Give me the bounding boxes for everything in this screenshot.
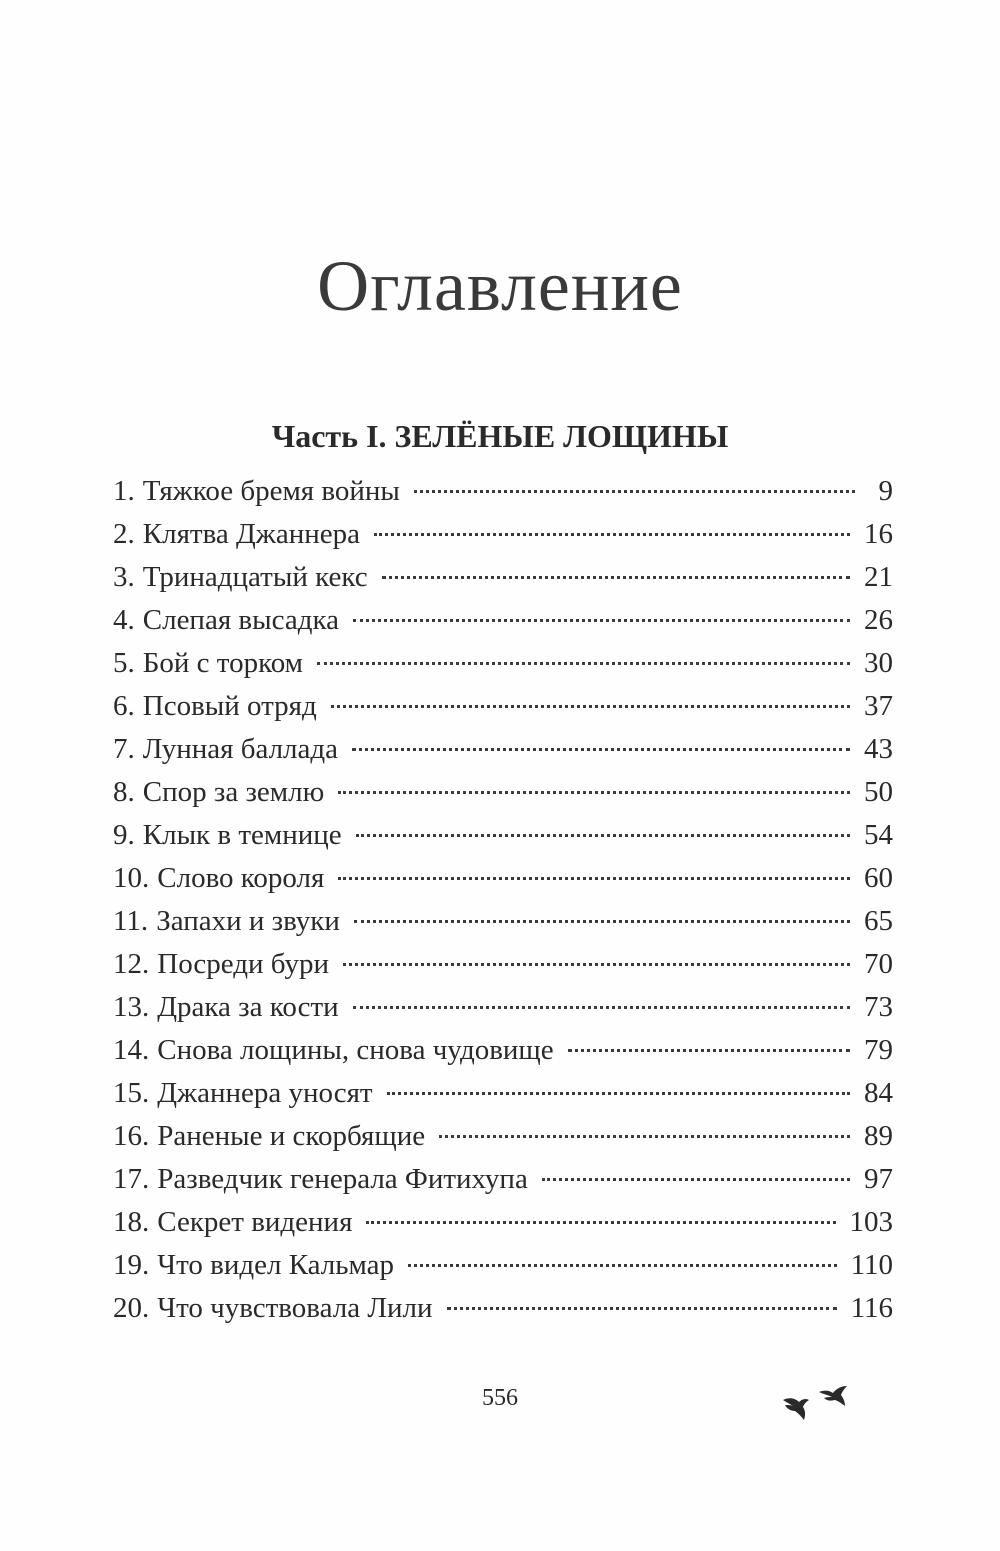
toc-entry-number: 2. [113, 518, 135, 550]
toc-entry-page: 97 [864, 1163, 893, 1195]
toc-entry [113, 642, 893, 685]
toc-entry-page: 50 [864, 776, 893, 808]
toc-entry [113, 599, 893, 642]
toc-entry-number: 3. [113, 561, 135, 593]
toc-entry [113, 1158, 893, 1201]
toc-entry-page: 84 [864, 1077, 893, 1109]
dot-leader [353, 619, 850, 622]
dot-leader [414, 490, 855, 493]
toc-entry [113, 556, 893, 599]
toc-entry [113, 986, 893, 1029]
dot-leader [353, 1006, 850, 1009]
toc-entry-page: 9 [878, 475, 893, 507]
table-of-contents [113, 470, 893, 1330]
toc-entry [113, 1072, 893, 1115]
dot-leader [354, 920, 850, 923]
toc-entry-title: Джаннера уносят [157, 1077, 373, 1109]
page-number: 556 [482, 1385, 518, 1411]
toc-entry-title: Что чувствовала Лили [157, 1292, 433, 1324]
toc-entry-page: 43 [864, 733, 893, 765]
toc-entry-number: 7. [113, 733, 135, 765]
toc-entry-number: 18. [113, 1206, 150, 1238]
toc-entry-number: 10. [113, 862, 150, 894]
dot-leader [568, 1049, 850, 1052]
toc-entry [113, 1244, 893, 1287]
dot-leader [542, 1178, 850, 1181]
toc-entry-page: 65 [864, 905, 893, 937]
toc-entry-number: 19. [113, 1249, 150, 1281]
dot-leader [343, 963, 850, 966]
birds-icon [775, 1380, 855, 1440]
dot-leader [352, 748, 850, 751]
toc-entry-page: 89 [864, 1120, 893, 1152]
toc-entry [113, 771, 893, 814]
toc-entry-page: 16 [864, 518, 893, 550]
toc-entry-title: Слепая высадка [142, 604, 339, 636]
bird-left-icon [783, 1398, 809, 1420]
dot-leader [338, 877, 850, 880]
toc-entry-title: Спор за землю [142, 776, 325, 808]
toc-entry [113, 470, 893, 513]
toc-entry-number: 1. [113, 475, 135, 507]
toc-entry-title: Слово короля [157, 862, 325, 894]
toc-entry-title: Клык в темнице [142, 819, 342, 851]
toc-entry-title: Раненые и скорбящие [157, 1120, 426, 1152]
toc-entry [113, 1287, 893, 1330]
toc-entry-page: 30 [864, 647, 893, 679]
dot-leader [356, 834, 850, 837]
toc-entry-number: 12. [113, 948, 150, 980]
toc-entry [113, 1029, 893, 1072]
dot-leader [331, 705, 850, 708]
toc-entry-number: 17. [113, 1163, 150, 1195]
toc-entry-title: Запахи и звуки [156, 905, 340, 937]
toc-entry-number: 6. [113, 690, 135, 722]
toc-entry-page: 37 [864, 690, 893, 722]
part-heading: Часть I. ЗЕЛЁНЫЕ ЛОЩИНЫ [271, 418, 729, 454]
dot-leader [439, 1135, 850, 1138]
dot-leader [338, 791, 850, 794]
dot-leader [317, 662, 850, 665]
toc-entry-title: Посреди бури [157, 948, 329, 980]
toc-entry-page: 60 [864, 862, 893, 894]
toc-entry-title: Драка за кости [157, 991, 339, 1023]
toc-entry-page: 103 [849, 1206, 893, 1238]
dot-leader [366, 1221, 835, 1224]
toc-entry-title: Клятва Джаннера [142, 518, 360, 550]
toc-entry-page: 26 [864, 604, 893, 636]
dot-leader [408, 1264, 837, 1267]
toc-entry-number: 8. [113, 776, 135, 808]
toc-entry [113, 685, 893, 728]
toc-entry-title: Бой с торком [142, 647, 304, 679]
toc-entry [113, 857, 893, 900]
toc-entry-page: 54 [864, 819, 893, 851]
page-title: Оглавление [317, 246, 683, 326]
toc-entry-page: 73 [864, 991, 893, 1023]
toc-entry [113, 1115, 893, 1158]
toc-entry-number: 13. [113, 991, 150, 1023]
toc-entry [113, 900, 893, 943]
bird-right-icon [819, 1386, 847, 1406]
toc-entry-title: Секрет видения [157, 1206, 353, 1238]
toc-entry-page: 110 [850, 1249, 893, 1281]
dot-leader [387, 1092, 850, 1095]
toc-entry-number: 4. [113, 604, 135, 636]
toc-entry-number: 9. [113, 819, 135, 851]
toc-entry-title: Тяжкое бремя войны [142, 475, 400, 507]
toc-entry-title: Разведчик генерала Фитихупа [157, 1163, 528, 1195]
toc-entry-page: 21 [864, 561, 893, 593]
toc-entry [113, 814, 893, 857]
toc-entry [113, 513, 893, 556]
toc-entry-number: 14. [113, 1034, 150, 1066]
toc-entry-number: 11. [113, 905, 149, 937]
dot-leader [447, 1307, 837, 1310]
toc-entry-title: Тринадцатый кекс [142, 561, 368, 593]
toc-entry-page: 116 [850, 1292, 893, 1324]
toc-entry-number: 20. [113, 1292, 150, 1324]
toc-entry [113, 1201, 893, 1244]
toc-entry [113, 728, 893, 771]
toc-entry-title: Что видел Кальмар [157, 1249, 395, 1281]
dot-leader [374, 533, 850, 536]
toc-entry-title: Снова лощины, снова чудовище [157, 1034, 554, 1066]
toc-entry-number: 15. [113, 1077, 150, 1109]
toc-entry-number: 5. [113, 647, 135, 679]
toc-entry-title: Лунная баллада [142, 733, 339, 765]
dot-leader [382, 576, 850, 579]
toc-entry-title: Псовый отряд [142, 690, 317, 722]
toc-entry-page: 79 [864, 1034, 893, 1066]
toc-entry-page: 70 [864, 948, 893, 980]
toc-entry-number: 16. [113, 1120, 150, 1152]
toc-entry [113, 943, 893, 986]
